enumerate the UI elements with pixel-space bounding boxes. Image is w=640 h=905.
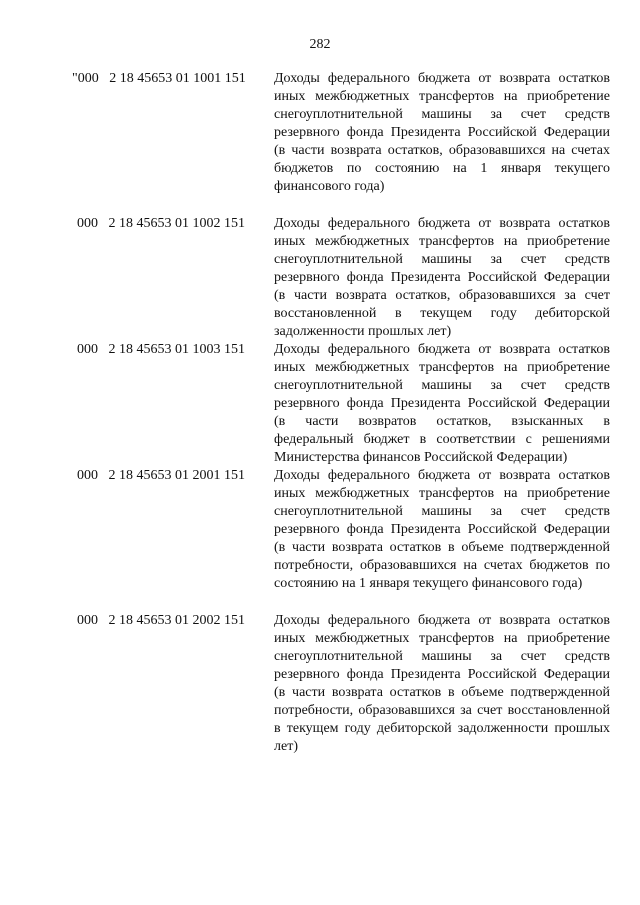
budget-classification-code: 000 2 18 45653 01 1003 151	[77, 342, 245, 357]
budget-classification-code: 000 2 18 45653 01 1002 151	[77, 216, 245, 231]
table-row	[0, 70, 640, 196]
page-number: 282	[309, 37, 331, 52]
budget-classification-code: 000 2 18 45653 01 2001 151	[77, 468, 245, 483]
table-row	[0, 341, 640, 467]
income-description: Доходы федерального бюджета от возврата остатков иных межбюджетных трансфертов на приобретение снегоуплотнительной машины за счет средств резервного фонда Президента Российской Федерации (в части возврата остатков, образовавшихся за счет восстановленной в текущем году дебиторской задолженности прошлых лет)	[274, 216, 610, 339]
table-row	[0, 467, 640, 593]
income-description: Доходы федерального бюджета от возврата остатков иных межбюджетных трансфертов на приобретение снегоуплотнительной машины за счет средств резервного фонда Президента Российской Федерации (в части возврата остатков в объеме подтвержденной потребности, образовавшихся за счет восстановленной в текущем году дебиторской задолженности прошлых лет)	[274, 613, 610, 754]
income-description: Доходы федерального бюджета от возврата остатков иных межбюджетных трансфертов на приобретение снегоуплотнительной машины за счет средств резервного фонда Президента Российской Федерации (в части возврата остатков, образовавшихся на счетах бюджетов по состоянию на 1 января текущего финансового года)	[274, 71, 610, 194]
table-row	[0, 215, 640, 341]
budget-classification-code: 000 2 18 45653 01 2002 151	[77, 613, 245, 628]
budget-classification-code: "000 2 18 45653 01 1001 151	[72, 71, 246, 86]
income-description: Доходы федерального бюджета от возврата остатков иных межбюджетных трансфертов на приобретение снегоуплотнительной машины за счет средств резервного фонда Президента Российской Федерации (в части возврата остатков в объеме подтвержденной потребности, образовавшихся на счетах бюджетов по состоянию на 1 января текущего финансового года)	[274, 468, 610, 591]
budget-code-table	[0, 70, 640, 756]
table-row	[0, 612, 640, 756]
income-description: Доходы федерального бюджета от возврата остатков иных межбюджетных трансфертов на приобретение снегоуплотнительной машины за счет средств резервного фонда Президента Российской Федерации (в части возвратов остатков, взысканных в федеральный бюджет в соответствии с решениями Министерства финансов Российской Федерации)	[274, 342, 610, 465]
